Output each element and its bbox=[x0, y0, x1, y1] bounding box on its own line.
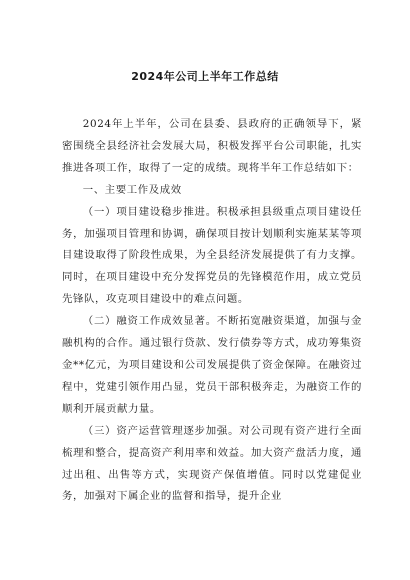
document-body bbox=[62, 114, 362, 508]
paragraph-financing: （二）融资工作成效显著。不断拓宽融资渠道，加强与金融机构的合作。通过银行贷款、发行债券等方式，成功筹集资金**亿元，为项目建设和公司发展提供了资金保障。在融资过程中，党建引领作用凸显，党员干部积极奔走，为融资工作的顺利开展贡献力量。 bbox=[62, 315, 362, 415]
intro-paragraph: 2024年上半年，公司在县委、县政府的正确领导下，紧密围绕全县经济社会发展大局，积极发挥平台公司职能，扎实推进各项工作，取得了一定的成绩。现将半年工作总结如下： bbox=[62, 118, 362, 174]
paragraph-asset-management: （三）资产运营管理逐步加强。对公司现有资产进行全面梳理和整合，提高资产利用率和效益。加大资产盘活力度，通过出租、出售等方式，实现资产保值增值。同时以党建促业务，加强对下属企业的监督和指导，提升企业 bbox=[62, 424, 362, 503]
document-title: 2024年公司上半年工作总结 bbox=[131, 70, 279, 83]
section-heading: 一、主要工作及成效 bbox=[82, 183, 182, 196]
paragraph-project-construction: （一）项目建设稳步推进。积极承担县级重点项目建设任务，加强项目管理和协调，确保项目按计划顺利实施某某等项目建设取得了阶段性成果，为全县经济发展提供了有力支撑。同时，在项目建设中充分发挥党员的先锋模范作用，成立党员先锋队，攻克项目建设中的难点问题。 bbox=[62, 205, 362, 306]
